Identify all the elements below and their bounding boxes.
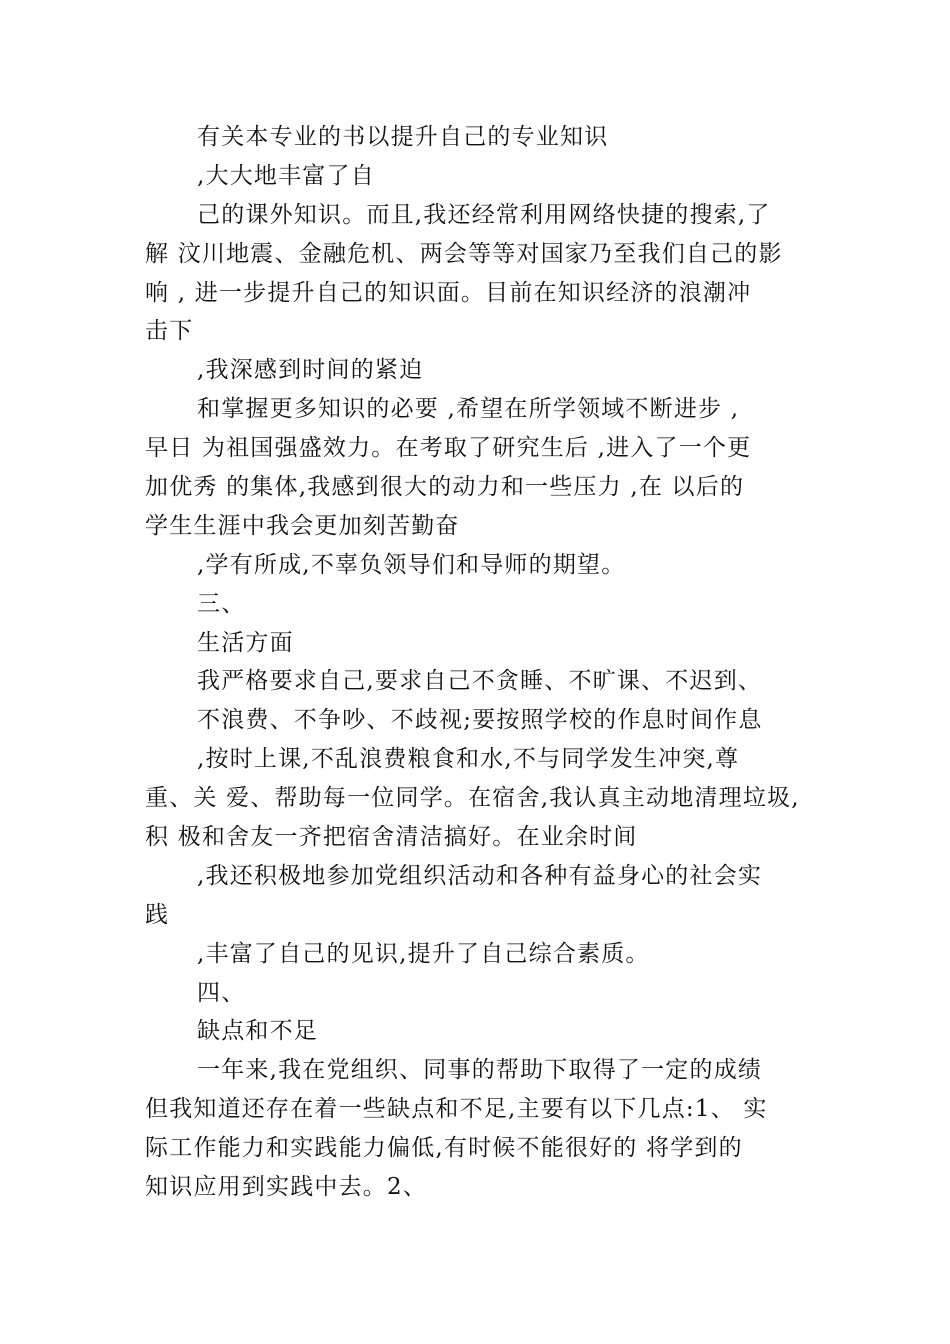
text-line: 一年来,我在党组织、同事的帮助下取得了一定的成绩 xyxy=(197,1057,763,1084)
text-line: ,丰富了自己的见识,提升了自己综合素质。 xyxy=(197,940,650,967)
text-line: 知识应用到实践中去。2、 xyxy=(145,1174,428,1201)
body-text xyxy=(145,118,815,1207)
text-line: 加优秀 的集体,我感到很大的动力和一些压力 ,在 以后的 xyxy=(145,474,745,501)
text-line: 践 xyxy=(145,901,170,928)
text-line: 生活方面 xyxy=(197,629,294,656)
text-line: 缺点和不足 xyxy=(197,1018,318,1045)
text-line: ,我深感到时间的紧迫 xyxy=(197,357,424,384)
text-line: 我严格要求自己,要求自己不贪睡、不旷课、不迟到、 xyxy=(197,668,763,695)
text-line: 有关本专业的书以提升自己的专业知识 xyxy=(197,124,609,150)
text-line: 学生生涯中我会更加刻苦勤奋 xyxy=(145,512,460,539)
text-line: 但我知道还存在着一些缺点和不足,主要有以下几点:1、 实 xyxy=(145,1096,768,1123)
text-line: ,学有所成,不辜负领导们和导师的期望。 xyxy=(197,551,626,578)
text-line: 和掌握更多知识的必要 ,希望在所学领域不断进步 , xyxy=(197,396,740,423)
text-line: 际工作能力和实践能力偏低,有时候不能很好的 将学到的 xyxy=(145,1135,743,1162)
text-line: ,按时上课,不乱浪费粮食和水,不与同学发生冲突,尊 xyxy=(197,746,740,773)
text-line: ,我还积极地参加党组织活动和各种有益身心的社会实 xyxy=(197,862,763,889)
text-line: 积 极和舍友一齐把宿舍清洁搞好。在业余时间 xyxy=(145,824,638,851)
text-line: 响 , 进一步提升自己的知识面。目前在知识经济的浪潮冲 xyxy=(145,279,752,306)
text-line: 己的课外知识。而且,我还经常利用网络快捷的搜索,了 xyxy=(197,201,771,228)
text-line: ,大大地丰富了自 xyxy=(197,162,375,189)
text-line: 重、关 爱、帮助每一位同学。在宿舍,我认真主动地清理垃圾, xyxy=(145,785,800,812)
text-line: 不浪费、不争吵、不歧视;要按照学校的作息时间作息 xyxy=(197,707,763,734)
text-line: 早日 为祖国强盛效力。在考取了研究生后 ,进入了一个更 xyxy=(145,435,752,462)
text-line: 三、 xyxy=(197,590,246,617)
text-line: 四、 xyxy=(197,979,246,1006)
text-line: 击下 xyxy=(145,318,194,345)
text-line: 解 汶川地震、金融危机、两会等等对国家乃至我们自己的影 xyxy=(145,240,783,267)
